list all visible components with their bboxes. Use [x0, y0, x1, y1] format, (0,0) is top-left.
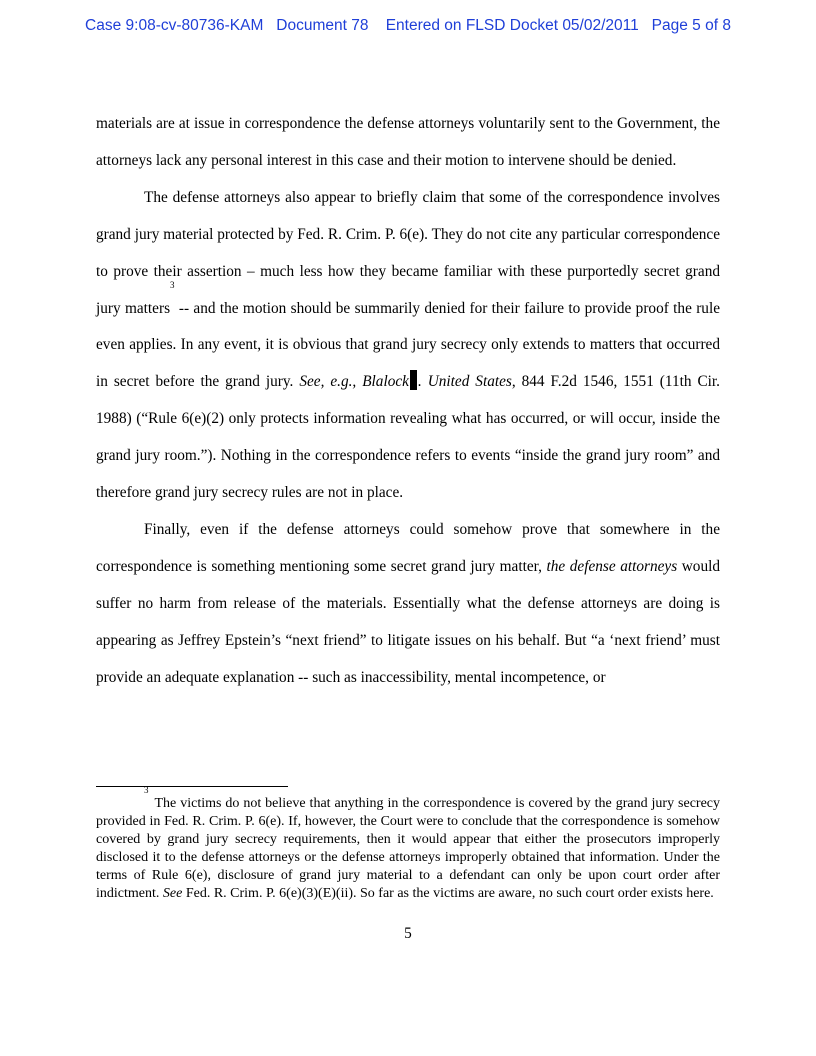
footnote-reference: 3 [170, 279, 175, 290]
citation-united-states: United States [421, 373, 512, 391]
footnote-number: 3 [144, 785, 149, 795]
citation-see-eg: See, e.g., Blalock [299, 373, 409, 391]
paragraph-3-emphasis: the defense attorneys [546, 557, 678, 575]
paragraph-3 [96, 512, 720, 697]
paragraph-2-part-b: -- and the motion should be summarily denied for their failure to provide proof the rule even applies. In any event, it is obvious that grand jury secrecy only extends to matters that occurred in secret before the grand jury. [96, 299, 720, 391]
footnote-part-b: Fed. R. Crim. P. 6(e)(3)(E)(ii). So far as the victims are aware, no such court order exists here. [182, 885, 714, 901]
paragraph-2-part-a: The defense attorneys also appear to briefly claim that some of the correspondence involves grand jury material protected by Fed. R. Crim. P. 6(e). They do not cite any particular correspondence to prove their assertion – much less how they became familiar with these purportedly secret grand jury matters [96, 188, 720, 317]
paragraph-1: materials are at issue in correspondence the defense attorneys voluntarily sent to the Government, the attorneys lack any personal interest in this case and their motion to intervene should be denied. [96, 115, 720, 169]
paragraph-2 [96, 180, 720, 512]
paragraph-3-part-a: Finally, even if the defense attorneys could somehow prove that somewhere in the correspondence is something mentioning some secret grand jury matter, [96, 520, 720, 575]
redaction-block [410, 370, 417, 390]
footnote-divider [96, 786, 288, 787]
footnote-text [96, 785, 720, 902]
footnote-see: See [162, 885, 183, 901]
docket-header: Case 9:08-cv-80736-KAM Document 78 Entered on FLSD Docket 05/02/2011 Page 5 of 8 [85, 17, 731, 34]
footnote [96, 785, 720, 902]
citation-dot: . [417, 373, 422, 391]
page-number: 5 [404, 925, 412, 942]
paragraph-3-part-b: would suffer no harm from release of the materials. Essentially what the defense attorneys are doing is appearing as Jeffrey Epstein’s “next friend” to litigate issues on his behalf. But “a ‘next friend’ must provide an adequate explanation -- such as inaccessibility, mental incompetence, or [96, 557, 720, 686]
body-text [96, 106, 720, 697]
footnote-part-a: The victims do not believe that anything in the correspondence is covered by the grand jury secrecy provided in Fed. R. Crim. P. 6(e). If, however, the Court were to conclude that the correspondence is somehow covered by grand jury secrecy requirements, then it would appear that either the prosecutors improperly disclosed it to the defense attorneys or the defense attorneys improperly obtained that information. Under the terms of Rule 6(e), disclosure of grand jury material to a defendant can only be upon court order after indictment. [96, 796, 720, 901]
paragraph-2-part-c: , 844 F.2d 1546, 1551 (11th Cir. 1988) (“Rule 6(e)(2) only protects information revealing what has occurred, or will occur, inside the grand jury room.”). Nothing in the correspondence refers to events “inside the grand jury room” and therefore grand jury secrecy rules are not in place. [96, 373, 720, 502]
